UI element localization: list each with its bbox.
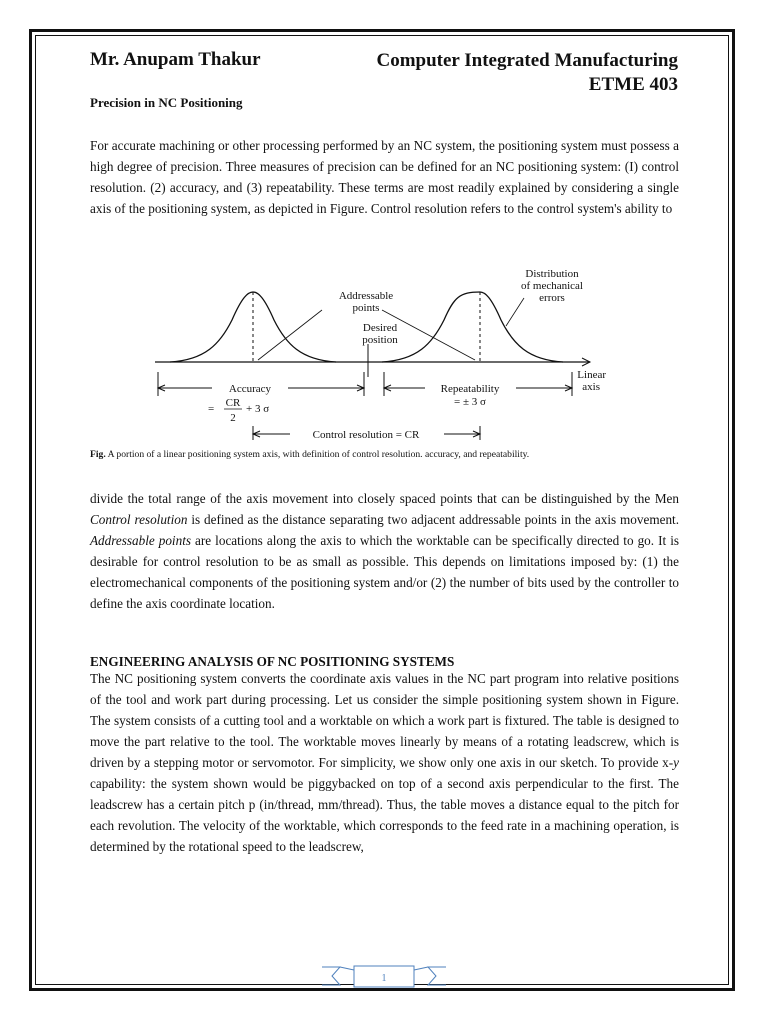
distribution-label-2: of mechanical: [521, 280, 583, 292]
repeatability-label: Repeatability: [440, 383, 500, 395]
desired-label-2: position: [362, 334, 398, 346]
addressable-label-2: points: [352, 302, 380, 314]
accuracy-suffix: + 3 σ: [246, 403, 270, 415]
distribution-label-3: errors: [539, 292, 565, 304]
course-header: [376, 49, 678, 97]
linear-axis-label-2: axis: [582, 381, 600, 393]
section-heading-engineering-analysis: ENGINEERING ANALYSIS OF NC POSITIONING SYSTEMS: [90, 654, 455, 669]
accuracy-label: Accuracy: [228, 383, 272, 395]
accuracy-cr: CR: [225, 397, 241, 409]
course-title: Computer Integrated Manufacturing: [376, 50, 678, 71]
linear-axis-label-1: Linear: [577, 369, 606, 381]
paragraph-2-text-1: divide the total range of the axis movement into closely spaced points that can be distinguished by the Men: [90, 491, 679, 506]
paragraph-3-text-2: capability: the system shown would be piggybacked on top of a second axis perpendicular to the first. The leadscrew has a certain pitch p (in/thread, mm/thread). Thus, the table moves a distance equal to the pitch for each revolution. The velocity of the worktable, which corresponds to the feed rate in a machining operation, is determined by the rotational speed to the leadscrew,: [90, 776, 679, 854]
caption-prefix: Fig.: [90, 449, 106, 460]
distribution-label-1: Distribution: [525, 268, 579, 280]
section-title: Precision in NC Positioning: [90, 95, 243, 110]
caption-text: A portion of a linear positioning system axis, with definition of control resolution. accuracy, and repeatability.: [105, 449, 530, 460]
addressable-leader-left: [258, 310, 322, 360]
accuracy-eq-prefix: =: [208, 403, 215, 415]
control-resolution-label: Control resolution = CR: [312, 429, 420, 441]
page-number: 1: [381, 973, 387, 984]
author-name: Mr. Anupam Thakur: [90, 49, 261, 70]
paragraph-3: [90, 668, 679, 857]
paragraph-3-text-1: The NC positioning system converts the coordinate axis values in the NC part program into relative positions of the tool and work part during processing. Let us consider the simple positioning system shown in Figure. The system consists of a cutting tool and a worktable on which a work part is fixtured. The table is designed to move the part relative to the tool. The worktable moves linearly by means of a rotating leadscrew, which is driven by a stepping motor or servomotor. For simplicity, we show only one axis in our sketch. To provide x-: [90, 671, 679, 770]
italic-y: y: [673, 755, 679, 770]
term-control-resolution: Control resolution: [90, 512, 188, 527]
positioning-figure: [150, 262, 610, 442]
page-number-ribbon: [320, 961, 448, 991]
distribution-leader: [506, 298, 524, 326]
paragraph-2: [90, 488, 679, 614]
term-addressable-points: Addressable points: [90, 533, 191, 548]
right-distribution-curve: [382, 292, 563, 362]
left-distribution-curve: [170, 292, 336, 362]
accuracy-two: 2: [230, 412, 236, 424]
paragraph-2-text-3: are locations along the axis to which the worktable can be specifically directed to go. It is desirable for control resolution to be as small as possible. This depends on limitations imposed by: (1) the electromechanical components of the positioning system and/or (2) the number of bits used by the controller to define the axis coordinate location.: [90, 533, 679, 611]
figure-caption: [90, 449, 529, 460]
repeatability-eq: = ± 3 σ: [454, 396, 486, 408]
desired-label-1: Desired: [362, 322, 398, 334]
paragraph-1: For accurate machining or other processing performed by an NC system, the positioning system must possess a high degree of precision. Three measures of precision can be defined for an NC positioning system: (I) control resolution. (2) accuracy, and (3) repeatability. These terms are most readily explained by considering a single axis of the positioning system, as depicted in Figure. Control resolution refers to the control system's ability to: [90, 138, 679, 216]
course-code: ETME 403: [588, 74, 678, 95]
paragraph-2-text-2: is defined as the distance separating two adjacent addressable points in the axis movement.: [187, 512, 680, 527]
addressable-label-1: Addressable: [338, 290, 394, 302]
